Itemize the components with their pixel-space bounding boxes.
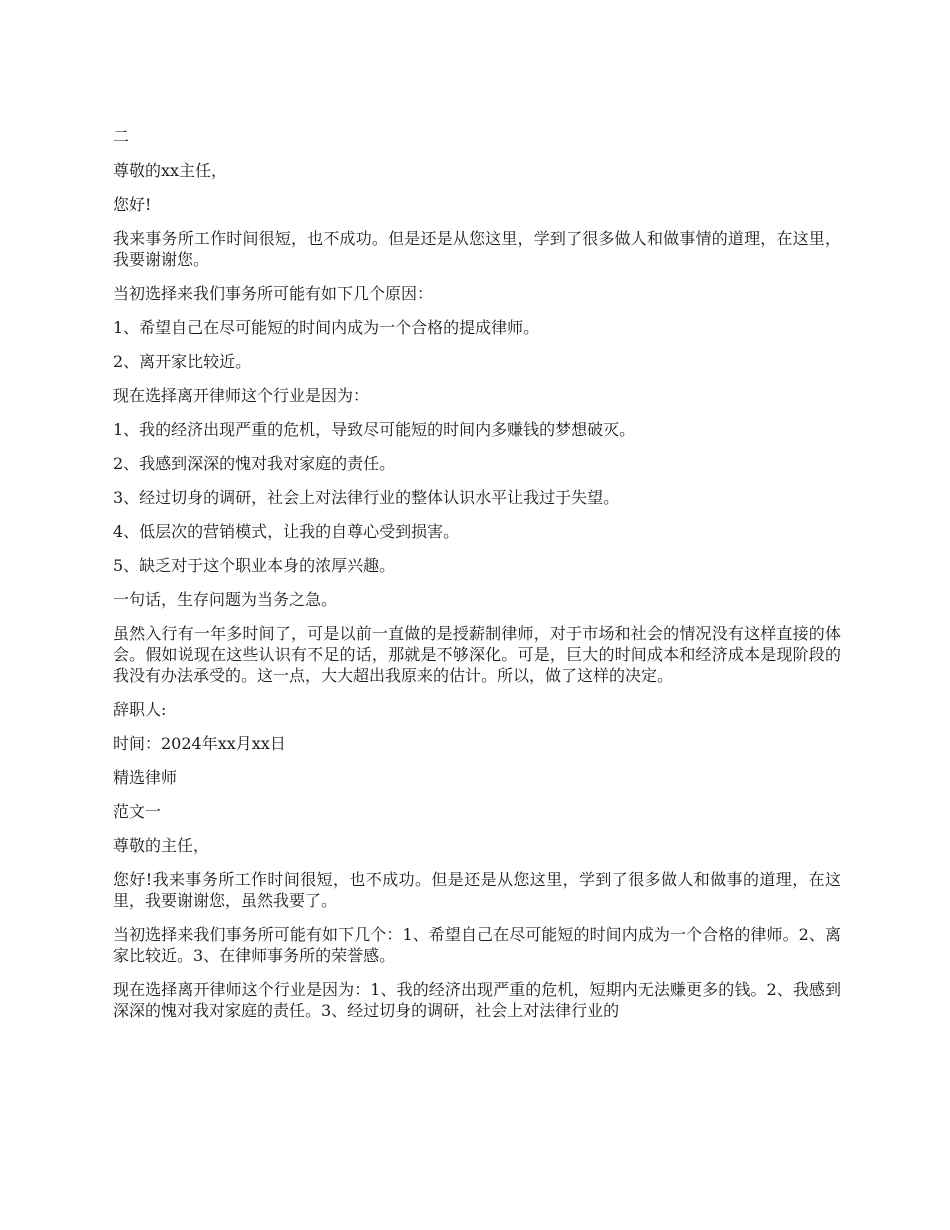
list-item: 2、离开家比较近。	[113, 352, 252, 371]
summary-sentence: 一句话，生存问题为当务之急。	[113, 590, 338, 609]
document-page	[113, 126, 841, 1034]
list-item: 1、希望自己在尽可能短的时间内成为一个合格的提成律师。	[113, 318, 540, 337]
body-paragraph: 虽然入行有一年多时间了，可是以前一直做的是授薪制律师，对于市场和社会的情况没有这样直接的体会。假如说现在这些认识有不足的话，那就是不够深化。可是，巨大的时间成本和经济成本是现阶段的我没有办法承受的。这一点，大大超出我原来的估计。所以，做了这样的决定。	[113, 624, 841, 685]
section-heading: 精选律师	[113, 768, 178, 787]
reasons-intro: 当初选择来我们事务所可能有如下几个原因：	[113, 284, 434, 303]
date-line: 时间：2024年xx月xx日	[113, 734, 286, 753]
body-paragraph: 当初选择来我们事务所可能有如下几个：1、希望自己在尽可能短的时间内成为一个合格的律师。2、离家比较近。3、在律师事务所的荣誉感。	[113, 925, 841, 965]
list-item: 1、我的经济出现严重的危机，导致尽可能短的时间内多赚钱的梦想破灭。	[113, 420, 636, 439]
greeting: 您好!	[113, 195, 152, 214]
list-item: 2、我感到深深的愧对我对家庭的责任。	[113, 454, 396, 473]
leaving-reasons-intro: 现在选择离开律师这个行业是因为：	[113, 386, 370, 405]
salutation: 尊敬的主任，	[113, 836, 210, 855]
section-number: 二	[113, 127, 130, 146]
body-paragraph: 我来事务所工作时间很短，也不成功。但是还是从您这里，学到了很多做人和做事情的道理，在这里，我要谢谢您。	[113, 229, 841, 269]
section-heading: 范文一	[113, 802, 162, 821]
list-item: 4、低层次的营销模式，让我的自尊心受到损害。	[113, 522, 460, 541]
list-item: 5、缺乏对于这个职业本身的浓厚兴趣。	[113, 556, 396, 575]
body-paragraph: 现在选择离开律师这个行业是因为：1、我的经济出现严重的危机，短期内无法赚更多的钱。2、我感到深深的愧对我对家庭的责任。3、经过切身的调研，社会上对法律行业的	[113, 980, 841, 1020]
list-item: 3、经过切身的调研，社会上对法律行业的整体认识水平让我过于失望。	[113, 488, 620, 507]
body-paragraph: 您好!我来事务所工作时间很短，也不成功。但是还是从您这里，学到了很多做人和做事的道理，在这里，我要谢谢您，虽然我要了。	[113, 870, 841, 910]
signature-line: 辞职人:	[113, 700, 167, 719]
salutation: 尊敬的xx主任，	[113, 161, 228, 180]
